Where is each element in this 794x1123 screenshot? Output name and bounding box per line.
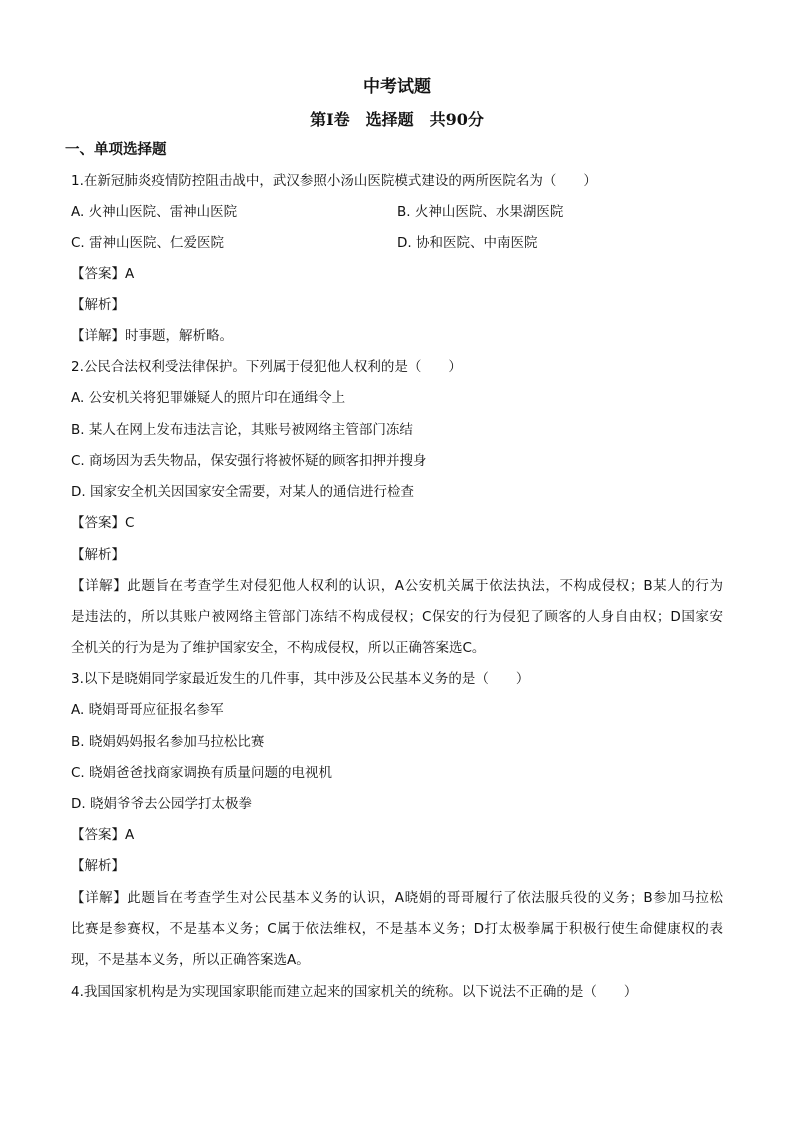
section-heading: 一、单项选择题 xyxy=(65,142,167,158)
page-title: 中考试题 xyxy=(363,77,431,97)
q2-option-c: C. 商场因为丢失物品，保安强行将被怀疑的顾客扣押并搜身 xyxy=(71,453,427,469)
q1-analysis: 【解析】 xyxy=(71,297,125,313)
q3-option-a: A. 晓娟哥哥应征报名参军 xyxy=(71,702,224,718)
q1-option-a: A. 火神山医院、雷神山医院 xyxy=(71,204,238,220)
q2-detail-line2: 是违法的，所以其账户被网络主管部门冻结不构成侵权；C保安的行为侵犯了顾客的人身自由权；D国家安 xyxy=(71,609,723,625)
q3-option-b: B. 晓娟妈妈报名参加马拉松比赛 xyxy=(71,734,265,750)
q3-detail-line3: 现，不是基本义务，所以正确答案选A。 xyxy=(71,952,310,968)
q1-detail: 【详解】时事题，解析略。 xyxy=(71,328,233,344)
q1-option-c: C. 雷神山医院、仁爱医院 xyxy=(71,235,225,251)
q4-stem: 4.我国国家机构是为实现国家职能而建立起来的国家机关的统称。以下说法不正确的是（ ） xyxy=(71,984,638,1000)
q1-stem: 1.在新冠肺炎疫情防控阻击战中，武汉参照小汤山医院模式建设的两所医院名为（ ） xyxy=(71,173,597,189)
q3-option-c: C. 晓娟爸爸找商家调换有质量问题的电视机 xyxy=(71,765,333,781)
q2-stem: 2.公民合法权利受法律保护。下列属于侵犯他人权利的是（ ） xyxy=(71,359,462,375)
q3-detail-line1: 【详解】此题旨在考查学生对公民基本义务的认识，A晓娟的哥哥履行了依法服兵役的义务；B参加马拉松 xyxy=(71,890,723,906)
q2-option-b: B. 某人在网上发布违法言论，其账号被网络主管部门冻结 xyxy=(71,422,413,438)
q3-answer: 【答案】A xyxy=(71,827,135,843)
q2-detail-line1: 【详解】此题旨在考查学生对侵犯他人权利的认识，A公安机关属于依法执法，不构成侵权；B某人的行为 xyxy=(71,578,723,594)
q3-stem: 3.以下是晓娟同学家最近发生的几件事，其中涉及公民基本义务的是（ ） xyxy=(71,671,530,687)
page-subtitle: 第Ⅰ卷 选择题 共90分 xyxy=(310,110,484,129)
q2-answer: 【答案】C xyxy=(71,515,135,531)
q2-detail-line3: 全机关的行为是为了维护国家安全，不构成侵权，所以正确答案选C。 xyxy=(71,640,486,656)
q1-answer: 【答案】A xyxy=(71,266,135,282)
q3-option-d: D. 晓娟爷爷去公园学打太极拳 xyxy=(71,796,252,812)
q1-option-b: B. 火神山医院、水果湖医院 xyxy=(397,204,564,220)
q1-option-d: D. 协和医院、中南医院 xyxy=(397,235,538,251)
q2-option-d: D. 国家安全机关因国家安全需要，对某人的通信进行检查 xyxy=(71,484,414,500)
q3-detail-line2: 比赛是参赛权，不是基本义务；C属于依法维权，不是基本义务；D打太极拳属于积极行使生命健康权的表 xyxy=(71,921,723,937)
q2-analysis: 【解析】 xyxy=(71,547,125,563)
q2-option-a: A. 公安机关将犯罪嫌疑人的照片印在通缉令上 xyxy=(71,390,346,406)
q3-analysis: 【解析】 xyxy=(71,858,125,874)
